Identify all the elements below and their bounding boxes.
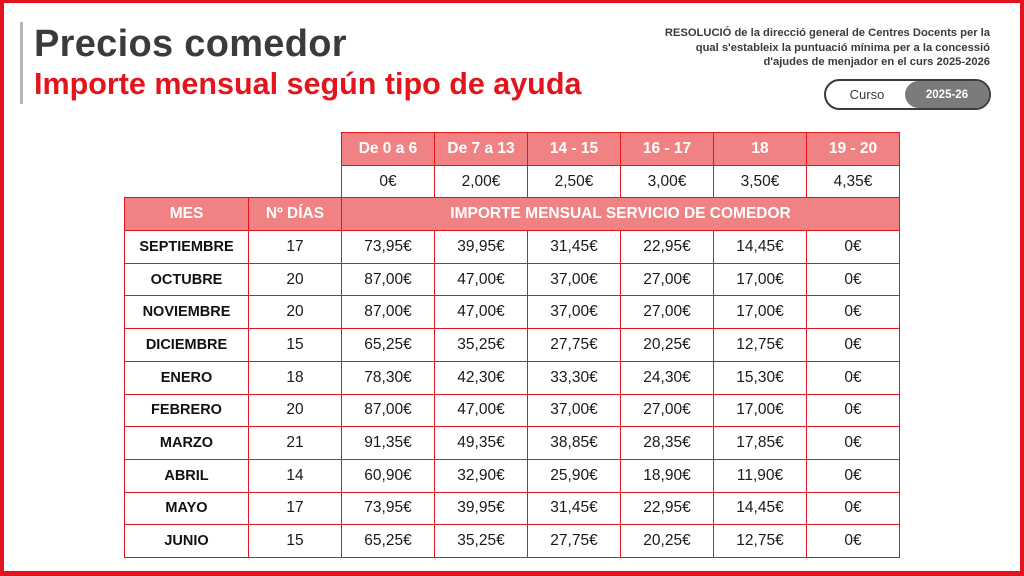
col-header-dias: Nº DÍAS bbox=[249, 198, 342, 231]
page-subtitle: Importe mensual según tipo de ayuda bbox=[34, 67, 582, 101]
month-cell: ENERO bbox=[125, 361, 249, 394]
month-cell: ABRIL bbox=[125, 459, 249, 492]
amount-cell: 12,75€ bbox=[714, 329, 807, 362]
amount-cell: 22,95€ bbox=[621, 231, 714, 264]
course-label: Curso bbox=[849, 87, 885, 102]
daily-price: 2,50€ bbox=[528, 165, 621, 198]
days-cell: 20 bbox=[249, 394, 342, 427]
col-header-importe: IMPORTE MENSUAL SERVICIO DE COMEDOR bbox=[342, 198, 900, 231]
daily-price-row bbox=[125, 165, 900, 198]
days-cell: 15 bbox=[249, 329, 342, 362]
amount-cell: 17,00€ bbox=[714, 394, 807, 427]
daily-price: 3,50€ bbox=[714, 165, 807, 198]
amount-cell: 15,30€ bbox=[714, 361, 807, 394]
days-cell: 20 bbox=[249, 296, 342, 329]
amount-cell: 12,75€ bbox=[714, 525, 807, 558]
table-row bbox=[125, 329, 900, 362]
amount-cell: 0€ bbox=[807, 492, 900, 525]
range-header: 19 - 20 bbox=[807, 133, 900, 166]
amount-cell: 0€ bbox=[807, 427, 900, 460]
amount-cell: 49,35€ bbox=[435, 427, 528, 460]
days-cell: 15 bbox=[249, 525, 342, 558]
amount-cell: 47,00€ bbox=[435, 296, 528, 329]
daily-price: 3,00€ bbox=[621, 165, 714, 198]
range-header: 14 - 15 bbox=[528, 133, 621, 166]
amount-cell: 0€ bbox=[807, 361, 900, 394]
month-cell: FEBRERO bbox=[125, 394, 249, 427]
amount-cell: 38,85€ bbox=[528, 427, 621, 460]
amount-cell: 17,00€ bbox=[714, 263, 807, 296]
days-cell: 21 bbox=[249, 427, 342, 460]
range-header: De 0 a 6 bbox=[342, 133, 435, 166]
amount-cell: 37,00€ bbox=[528, 296, 621, 329]
table-row bbox=[125, 525, 900, 558]
daily-price: 4,35€ bbox=[807, 165, 900, 198]
amount-cell: 25,90€ bbox=[528, 459, 621, 492]
amount-cell: 78,30€ bbox=[342, 361, 435, 394]
column-header-row bbox=[125, 198, 900, 231]
amount-cell: 47,00€ bbox=[435, 394, 528, 427]
table-row bbox=[125, 263, 900, 296]
amount-cell: 60,90€ bbox=[342, 459, 435, 492]
table-row bbox=[125, 394, 900, 427]
amount-cell: 20,25€ bbox=[621, 329, 714, 362]
resolution-note: RESOLUCIÓ de la direcció general de Centres Docents per la qual s'estableix la puntuació mínima per a la concessió d'ajudes de menjador en el curs 2025-2026 bbox=[664, 27, 990, 68]
amount-cell: 28,35€ bbox=[621, 427, 714, 460]
range-header: 16 - 17 bbox=[621, 133, 714, 166]
month-cell: MAYO bbox=[125, 492, 249, 525]
amount-cell: 27,75€ bbox=[528, 525, 621, 558]
amount-cell: 32,90€ bbox=[435, 459, 528, 492]
amount-cell: 22,95€ bbox=[621, 492, 714, 525]
amount-cell: 18,90€ bbox=[621, 459, 714, 492]
days-cell: 17 bbox=[249, 231, 342, 264]
amount-cell: 37,00€ bbox=[528, 263, 621, 296]
range-header: 18 bbox=[714, 133, 807, 166]
page-title: Precios comedor bbox=[34, 23, 347, 65]
amount-cell: 87,00€ bbox=[342, 296, 435, 329]
amount-cell: 39,95€ bbox=[435, 231, 528, 264]
amount-cell: 87,00€ bbox=[342, 263, 435, 296]
month-cell: NOVIEMBRE bbox=[125, 296, 249, 329]
price-table bbox=[124, 132, 900, 558]
month-cell: MARZO bbox=[125, 427, 249, 460]
month-cell: SEPTIEMBRE bbox=[125, 231, 249, 264]
amount-cell: 65,25€ bbox=[342, 329, 435, 362]
amount-cell: 27,00€ bbox=[621, 263, 714, 296]
range-header: De 7 a 13 bbox=[435, 133, 528, 166]
amount-cell: 0€ bbox=[807, 329, 900, 362]
table-row bbox=[125, 492, 900, 525]
amount-cell: 27,00€ bbox=[621, 394, 714, 427]
month-cell: OCTUBRE bbox=[125, 263, 249, 296]
amount-cell: 27,75€ bbox=[528, 329, 621, 362]
amount-cell: 73,95€ bbox=[342, 231, 435, 264]
range-header-row bbox=[125, 133, 900, 166]
amount-cell: 35,25€ bbox=[435, 329, 528, 362]
amount-cell: 14,45€ bbox=[714, 231, 807, 264]
amount-cell: 0€ bbox=[807, 525, 900, 558]
title-divider bbox=[20, 22, 23, 104]
daily-price: 0€ bbox=[342, 165, 435, 198]
table-row bbox=[125, 361, 900, 394]
table-row bbox=[125, 427, 900, 460]
amount-cell: 91,35€ bbox=[342, 427, 435, 460]
amount-cell: 0€ bbox=[807, 459, 900, 492]
amount-cell: 14,45€ bbox=[714, 492, 807, 525]
days-cell: 17 bbox=[249, 492, 342, 525]
course-badge bbox=[824, 79, 991, 110]
daily-price: 2,00€ bbox=[435, 165, 528, 198]
amount-cell: 39,95€ bbox=[435, 492, 528, 525]
table-row bbox=[125, 296, 900, 329]
amount-cell: 20,25€ bbox=[621, 525, 714, 558]
amount-cell: 35,25€ bbox=[435, 525, 528, 558]
month-cell: DICIEMBRE bbox=[125, 329, 249, 362]
days-cell: 18 bbox=[249, 361, 342, 394]
month-cell: JUNIO bbox=[125, 525, 249, 558]
amount-cell: 42,30€ bbox=[435, 361, 528, 394]
amount-cell: 65,25€ bbox=[342, 525, 435, 558]
amount-cell: 17,85€ bbox=[714, 427, 807, 460]
amount-cell: 0€ bbox=[807, 394, 900, 427]
amount-cell: 33,30€ bbox=[528, 361, 621, 394]
table-row bbox=[125, 231, 900, 264]
amount-cell: 73,95€ bbox=[342, 492, 435, 525]
amount-cell: 37,00€ bbox=[528, 394, 621, 427]
amount-cell: 24,30€ bbox=[621, 361, 714, 394]
amount-cell: 31,45€ bbox=[528, 231, 621, 264]
course-value: 2025-26 bbox=[905, 81, 989, 108]
amount-cell: 0€ bbox=[807, 231, 900, 264]
amount-cell: 11,90€ bbox=[714, 459, 807, 492]
days-cell: 14 bbox=[249, 459, 342, 492]
amount-cell: 17,00€ bbox=[714, 296, 807, 329]
table-row bbox=[125, 459, 900, 492]
amount-cell: 87,00€ bbox=[342, 394, 435, 427]
amount-cell: 27,00€ bbox=[621, 296, 714, 329]
col-header-mes: MES bbox=[125, 198, 249, 231]
amount-cell: 47,00€ bbox=[435, 263, 528, 296]
amount-cell: 31,45€ bbox=[528, 492, 621, 525]
amount-cell: 0€ bbox=[807, 296, 900, 329]
days-cell: 20 bbox=[249, 263, 342, 296]
amount-cell: 0€ bbox=[807, 263, 900, 296]
